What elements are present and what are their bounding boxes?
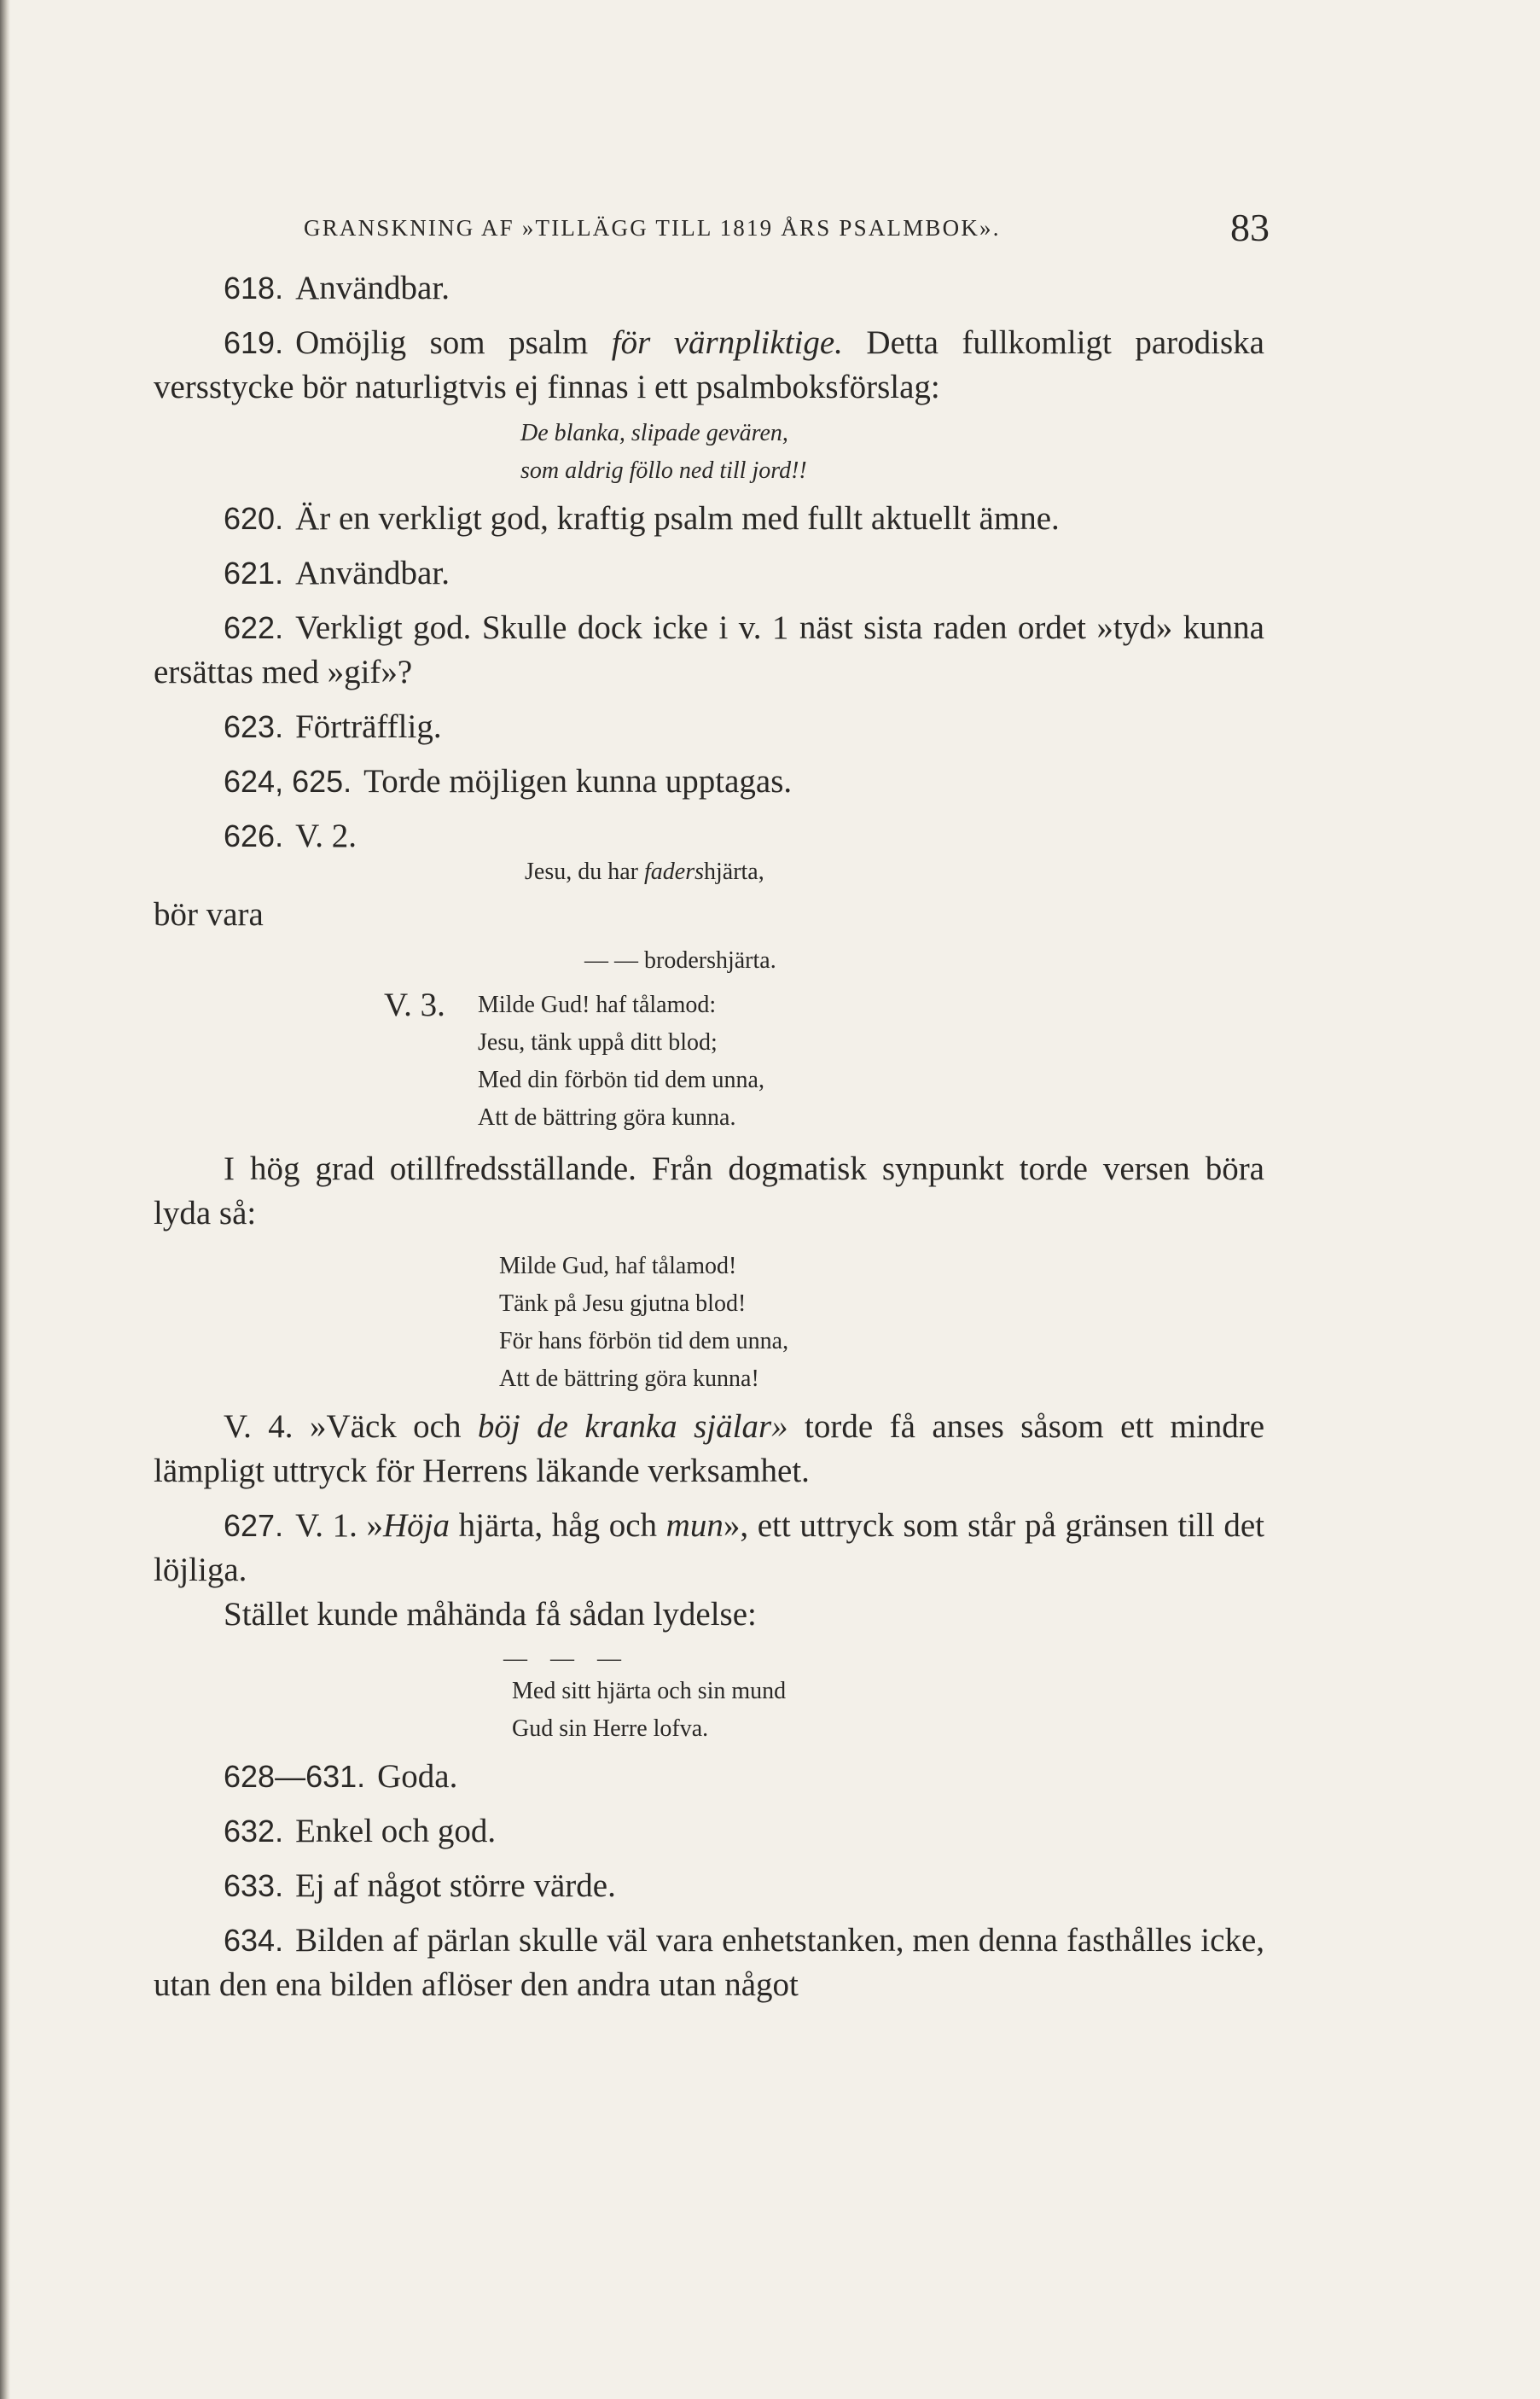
- entry-text: Bilden af pärlan skulle väl vara enhetstanken, men denna fasthålles icke, utan den ena bilden aflöser den andra utan något: [154, 1922, 1264, 2003]
- entry-628-631: [154, 1755, 1264, 1799]
- omission-dashes: — — —: [503, 1645, 630, 1672]
- entry-626-v4: [154, 1405, 1264, 1494]
- quoted-verse: [154, 415, 1264, 490]
- verse-line: Att de bättring göra kunna!: [499, 1365, 759, 1392]
- entry-text: Ej af något större värde.: [295, 1867, 616, 1904]
- verse-line: Med din förbön tid dem unna,: [478, 1067, 764, 1093]
- entry-number: 633.: [224, 1868, 284, 1903]
- verse-text: Jesu, du har: [525, 859, 644, 885]
- entry-627: [154, 1504, 1264, 1593]
- entry-number: 626.: [224, 818, 284, 853]
- entry-text: Verkligt god. Skulle dock icke i v. 1 näst sista raden ordet »tyd» kunna ersättas med »gif»?: [154, 609, 1264, 690]
- entry-618: [154, 266, 1264, 311]
- verse-line: Tänk på Jesu gjutna blod!: [499, 1290, 747, 1317]
- body-text: [154, 266, 1264, 2007]
- entry-624-625: [154, 760, 1264, 804]
- entry-text: V. 1. »: [295, 1507, 383, 1544]
- entry-text: Detta fullkomligt parodiska versstycke bör naturligtvis ej finnas i ett psalmboksförslag:: [154, 324, 1264, 405]
- entry-text: Goda.: [377, 1758, 458, 1795]
- entry-number: 632.: [224, 1814, 284, 1849]
- entry-text: V. 4. »Väck och: [224, 1408, 478, 1445]
- entry-626: [154, 814, 1264, 859]
- entry-632: [154, 1809, 1264, 1854]
- entry-633: [154, 1864, 1264, 1908]
- entry-number: 634.: [224, 1923, 284, 1958]
- entry-number: 627.: [224, 1508, 284, 1543]
- entry-number: 619.: [224, 325, 284, 360]
- entry-number: 620.: [224, 501, 284, 536]
- entry-620: [154, 497, 1264, 541]
- verse-line: som aldrig föllo ned till jord!!: [520, 457, 807, 484]
- entry-text: Torde möjligen kunna upptagas.: [363, 763, 793, 800]
- entry-621: [154, 551, 1264, 596]
- entry-626-comment: I hög grad otillfredsställande. Från dogmatisk synpunkt torde versen böra lyda så:: [154, 1150, 1264, 1232]
- entry-627-text2: Stället kunde måhända få sådan lydelse:: [224, 1596, 757, 1633]
- entry-634: [154, 1919, 1264, 2007]
- quoted-verse-v2-alt: [154, 942, 1264, 980]
- entry-emphasis: Höja: [382, 1507, 450, 1544]
- verse-line: [525, 859, 764, 885]
- entry-text: Är en verkligt god, kraftig psalm med fullt aktuellt ämne.: [295, 500, 1060, 537]
- entry-622: [154, 606, 1264, 695]
- verse-line: Milde Gud! haf tålamod:: [478, 992, 717, 1018]
- entry-number: 628—631.: [224, 1759, 366, 1794]
- entry-619: [154, 321, 1264, 410]
- entry-text: torde få anses såsom ett mindre lämpligt uttryck för Herrens läkande verksamhet.: [154, 1408, 1265, 1489]
- quoted-verse-627: [154, 1673, 1264, 1748]
- entry-text: Förträfflig.: [295, 708, 442, 745]
- entry-number: 618.: [224, 271, 284, 306]
- verse-line: Gud sin Herre lofva.: [512, 1715, 709, 1742]
- quoted-verse-v2: [154, 853, 1264, 891]
- verse-line: — — brodershjärta.: [584, 947, 776, 974]
- entry-number: 622.: [224, 610, 284, 645]
- verse-line: De blanka, slipade gevären,: [520, 420, 788, 446]
- entry-number: 621.: [224, 556, 284, 591]
- proposed-verse: [154, 1248, 1264, 1398]
- verse-text: hjärta,: [703, 859, 764, 885]
- entry-emphasis: mun: [665, 1507, 724, 1544]
- page-edge: [0, 0, 10, 2399]
- entry-text: Omöjlig som psalm: [295, 324, 612, 361]
- verse-line: Milde Gud, haf tålamod!: [499, 1253, 737, 1279]
- running-title: GRANSKNING AF »TILLÄGG TILL 1819 ÅRS PSALMBOK».: [304, 215, 1001, 241]
- entry-emphasis: för värnpliktige.: [611, 324, 843, 361]
- entry-text: Användbar.: [295, 555, 450, 591]
- entry-text: Enkel och god.: [295, 1813, 497, 1849]
- entry-623: [154, 705, 1264, 749]
- entry-text: hjärta, håg och: [449, 1507, 666, 1544]
- verse-lines: [478, 987, 764, 1137]
- entry-text: Användbar.: [295, 270, 450, 306]
- entry-text: », ett uttryck som står på gränsen till det löjliga.: [154, 1507, 1265, 1588]
- quoted-verse-v3: [154, 987, 1264, 1137]
- page-number: 83: [1230, 206, 1270, 249]
- verse-label: V. 2.: [295, 818, 357, 854]
- verse-line: Med sitt hjärta och sin mund: [512, 1678, 787, 1704]
- verse-emphasis: faders: [643, 859, 704, 885]
- verse-line: Jesu, tänk uppå ditt blod;: [478, 1029, 718, 1056]
- entry-emphasis: böj de kranka själar»: [477, 1408, 788, 1445]
- verse-line: Att de bättring göra kunna.: [478, 1104, 736, 1131]
- entry-number: 623.: [224, 709, 284, 744]
- verse-label: V. 3.: [384, 987, 445, 1023]
- bor-vara: bör vara: [154, 896, 264, 933]
- verse-line: För hans förbön tid dem unna,: [499, 1328, 789, 1354]
- entry-number: 624, 625.: [224, 764, 352, 799]
